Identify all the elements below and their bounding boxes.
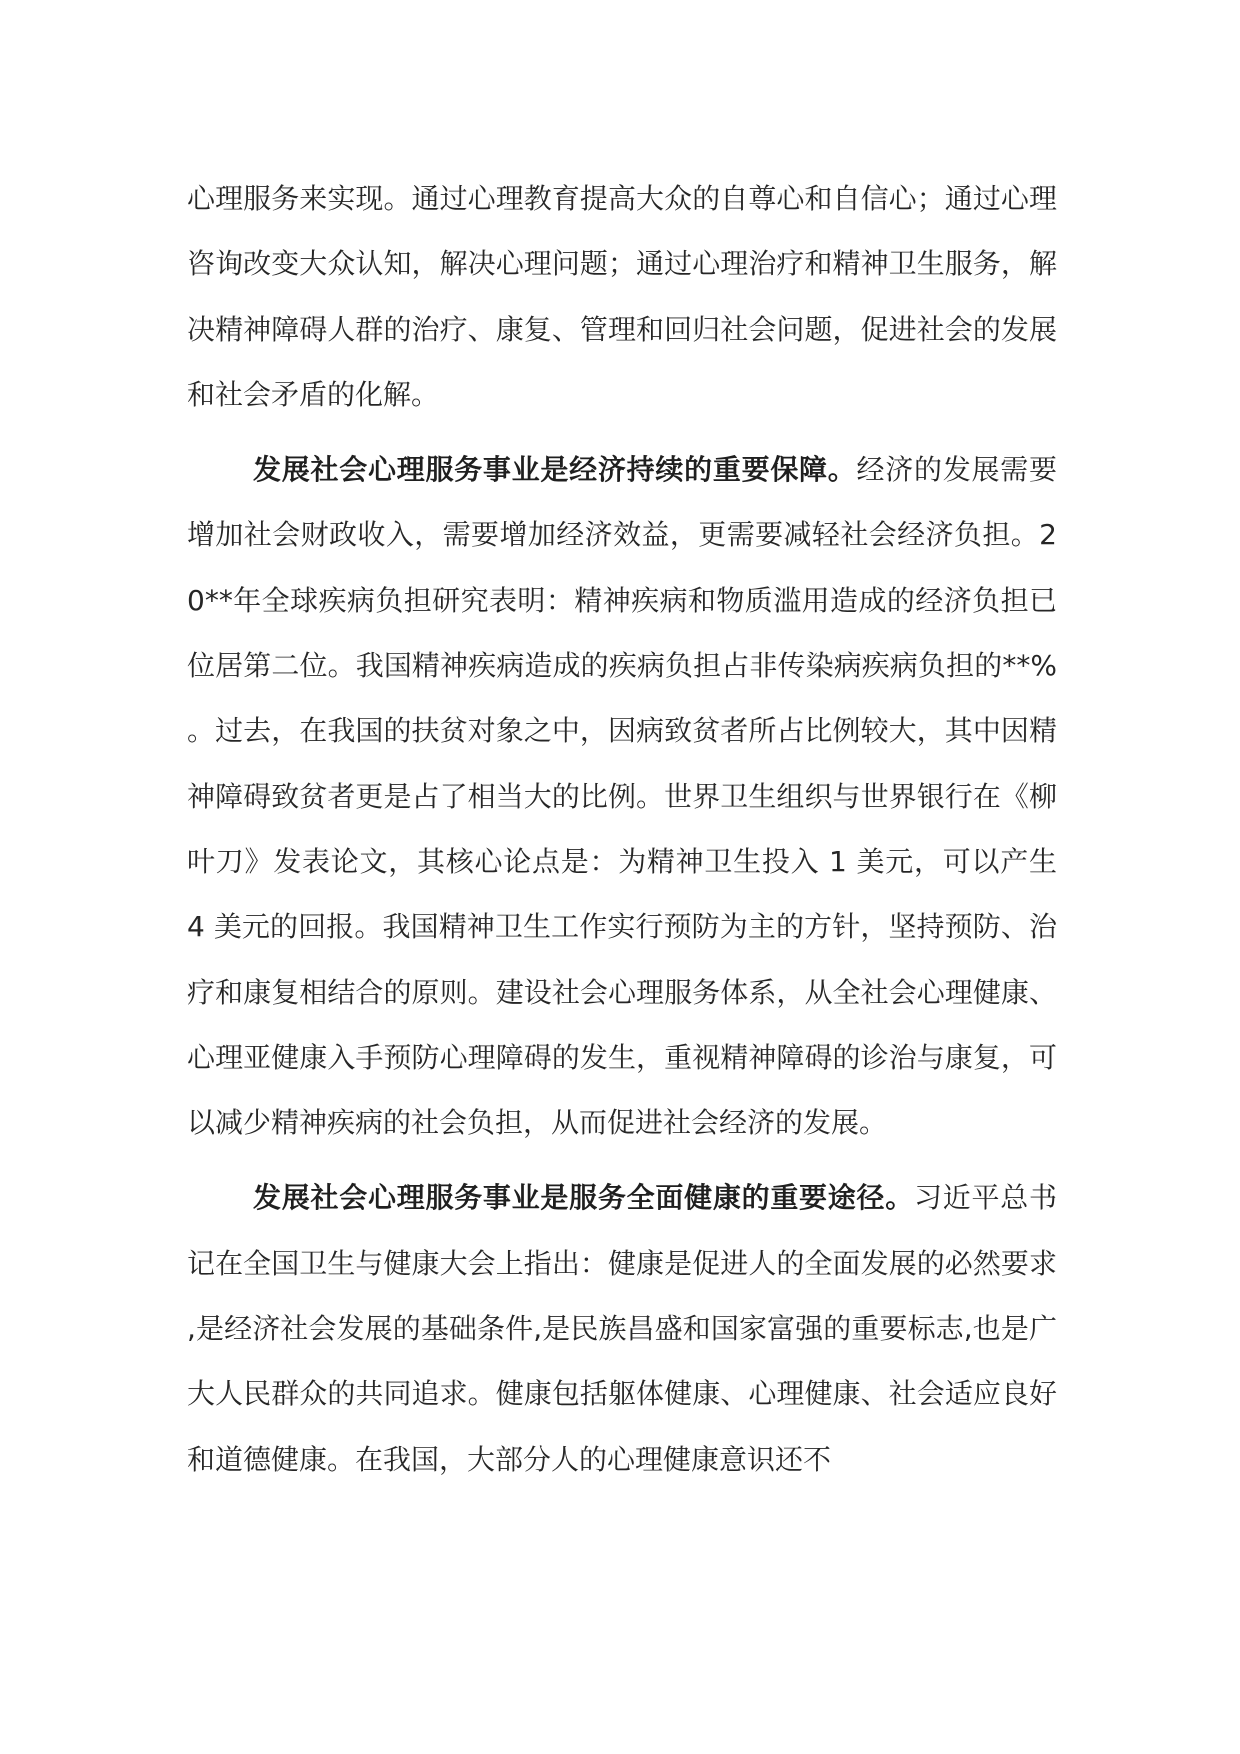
paragraph-1-text: 心理服务来实现。通过心理教育提高大众的自尊心和自信心；通过心理咨询改变大众认知，解决心理问题；通过心理治疗和精神卫生服务，解决精神障碍人群的治疗、康复、管理和回归社会问题，促进社会的发展和社会矛盾的化解。 (187, 182, 1057, 411)
document-body (187, 166, 1057, 1492)
paragraph-3 (187, 1165, 1057, 1491)
paragraph-2-heading: 发展社会心理服务事业是经济持续的重要保障。 (253, 453, 857, 487)
paragraph-1 (187, 166, 1057, 427)
paragraph-2-text: 经济的发展需要增加社会财政收入，需要增加经济效益，更需要减轻社会经济负担。20**年全球疾病负担研究表明：精神疾病和物质滥用造成的经济负担已位居第二位。我国精神疾病造成的疾病负担占非传染病疾病负担的**%。过去，在我国的扶贫对象之中，因病致贫者所占比例较大，其中因精神障碍致贫者更是占了相当大的比例。世界卫生组织与世界银行在《柳叶刀》发表论文，其核心论点是：为精神卫生投入 1 美元，可以产生 4 美元的回报。我国精神卫生工作实行预防为主的方针，坚持预防、治疗和康复相结合的原则。建设社会心理服务体系，从全社会心理健康、心理亚健康入手预防心理障碍的发生，重视精神障碍的诊治与康复，可以减少精神疾病的社会负担，从而促进社会经济的发展。 (187, 453, 1057, 1140)
paragraph-3-heading: 发展社会心理服务事业是服务全面健康的重要途径。 (253, 1181, 915, 1215)
paragraph-3-text: 习近平总书记在全国卫生与健康大会上指出：健康是促进人的全面发展的必然要求,是经济社会发展的基础条件,是民族昌盛和国家富强的重要标志,也是广大人民群众的共同追求。健康包括躯体健康、心理健康、社会适应良好和道德健康。在我国，大部分人的心理健康意识还不 (187, 1181, 1057, 1476)
paragraph-2 (187, 437, 1057, 1155)
